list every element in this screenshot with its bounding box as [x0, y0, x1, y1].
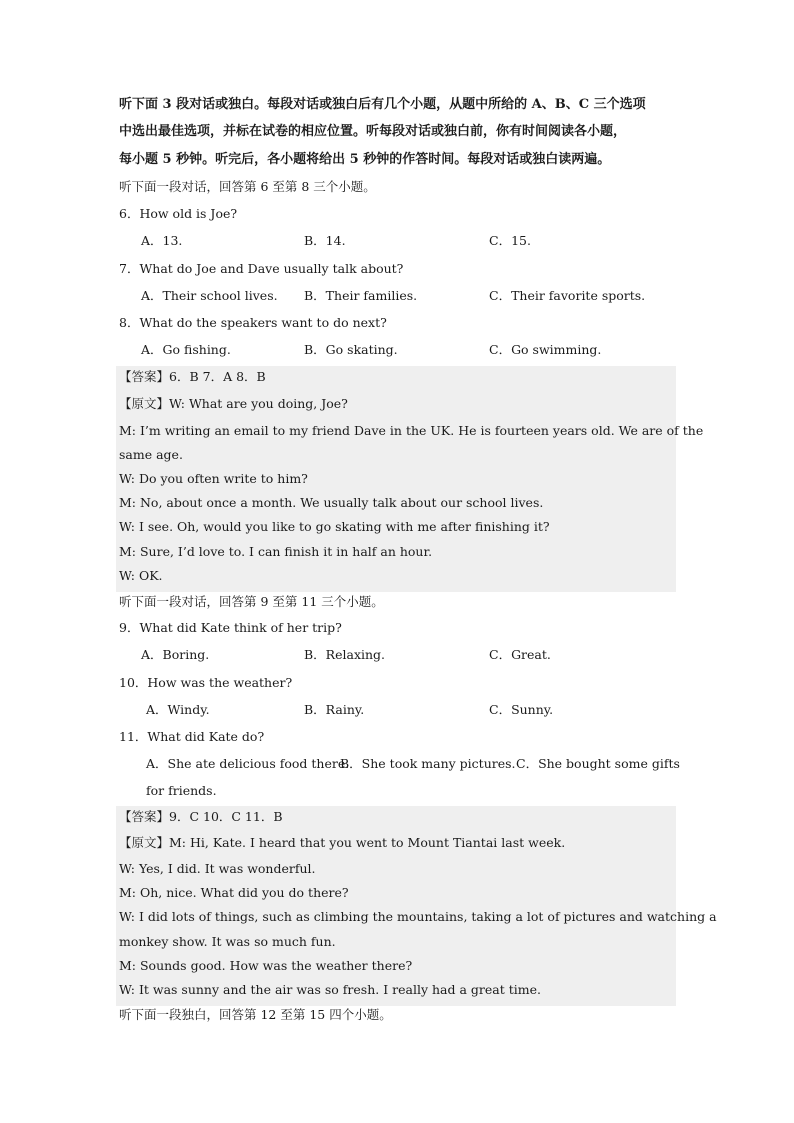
q6-option-b: B．14.: [304, 233, 346, 248]
transcript-line: W: I did lots of things, such as climbing the mountains, taking a lot of pictures and watching a: [119, 909, 717, 924]
section2-intro: 听下面一段对话，回答第 9 至第 11 三个小题。: [119, 594, 384, 609]
q10-stem: 10．How was the weather?: [119, 675, 293, 690]
transcript-line: W: OK.: [119, 568, 163, 583]
q7-option-a: A．Their school lives.: [141, 288, 278, 303]
section1-answer-block: [116, 366, 704, 592]
q9-option-a: A．Boring.: [141, 647, 210, 662]
transcript-line: W: Do you often write to him?: [119, 471, 308, 486]
transcript-line: W: It was sunny and the air was so fresh. I really had a great time.: [119, 982, 541, 997]
q8-option-a: A．Go fishing.: [141, 342, 231, 357]
q10-option-c: C．Sunny.: [489, 702, 554, 717]
transcript-line: monkey show. It was so much fun.: [119, 934, 336, 949]
q10-option-a: A．Windy.: [146, 702, 210, 717]
section2-answer-block: [116, 806, 717, 1006]
q8-option-b: B．Go skating.: [304, 342, 398, 357]
transcript-line: 【原文】W: What are you doing, Joe?: [119, 396, 348, 411]
q8-option-c: C．Go swimming.: [489, 342, 602, 357]
section3-intro: 听下面一段独白，回答第 12 至第 15 四个小题。: [119, 1007, 392, 1022]
instruction-line-2: 中选出最佳选项，并标在试卷的相应位置。听每段对话或独白前，你有时间阅读各小题，: [119, 124, 627, 139]
transcript-line: M: Sounds good. How was the weather there?: [119, 958, 413, 973]
transcript-line: M: I’m writing an email to my friend Dave in the UK. He is fourteen years old. We are of the: [119, 423, 704, 438]
instruction-line-3: 每小题 5 秒钟。听完后，各小题将给出 5 秒钟的作答时间。每段对话或独白读两遍。: [119, 152, 611, 167]
q7-option-c: C．Their favorite sports.: [489, 288, 646, 303]
q9-option-b: B．Relaxing.: [304, 647, 386, 662]
q8-stem: 8．What do the speakers want to do next?: [119, 315, 387, 330]
transcript-line: same age.: [119, 447, 183, 462]
section1-intro: 听下面一段对话，回答第 6 至第 8 三个小题。: [119, 179, 376, 194]
q11-option-b: B．She took many pictures.: [340, 756, 516, 771]
q11-option-a: A．She ate delicious food there.: [146, 756, 350, 771]
q6-option-a: A．13.: [141, 233, 183, 248]
q6-stem: 6．How old is Joe?: [119, 206, 238, 221]
q9-stem: 9．What did Kate think of her trip?: [119, 620, 342, 635]
transcript-line: M: No, about once a month. We usually talk about our school lives.: [119, 495, 544, 510]
q11-option-c-continued: for friends.: [146, 783, 217, 798]
q7-option-b: B．Their families.: [304, 288, 418, 303]
q7-stem: 7．What do Joe and Dave usually talk about?: [119, 261, 404, 276]
section2-answer: 【答案】9．C 10．C 11．B: [119, 809, 283, 824]
transcript-line: W: I see. Oh, would you like to go skating with me after finishing it?: [119, 519, 550, 534]
instruction-line-1: 听下面 3 段对话或独白。每段对话或独白后有几个小题，从题中所给的 A、B、C 三个选项: [119, 97, 646, 112]
q10-option-b: B．Rainy.: [304, 702, 365, 717]
q6-option-c: C．15.: [489, 233, 531, 248]
q11-stem: 11．What did Kate do?: [119, 729, 265, 744]
transcript-line: M: Oh, nice. What did you do there?: [119, 885, 349, 900]
transcript-line: M: Sure, I’d love to. I can finish it in half an hour.: [119, 544, 433, 559]
transcript-line: 【原文】M: Hi, Kate. I heard that you went to Mount Tiantai last week.: [119, 835, 566, 850]
q11-option-c: C．She bought some gifts: [516, 756, 680, 771]
q9-option-c: C．Great.: [489, 647, 551, 662]
transcript-line: W: Yes, I did. It was wonderful.: [119, 861, 316, 876]
section1-answer: 【答案】6．B 7．A 8．B: [119, 369, 266, 384]
